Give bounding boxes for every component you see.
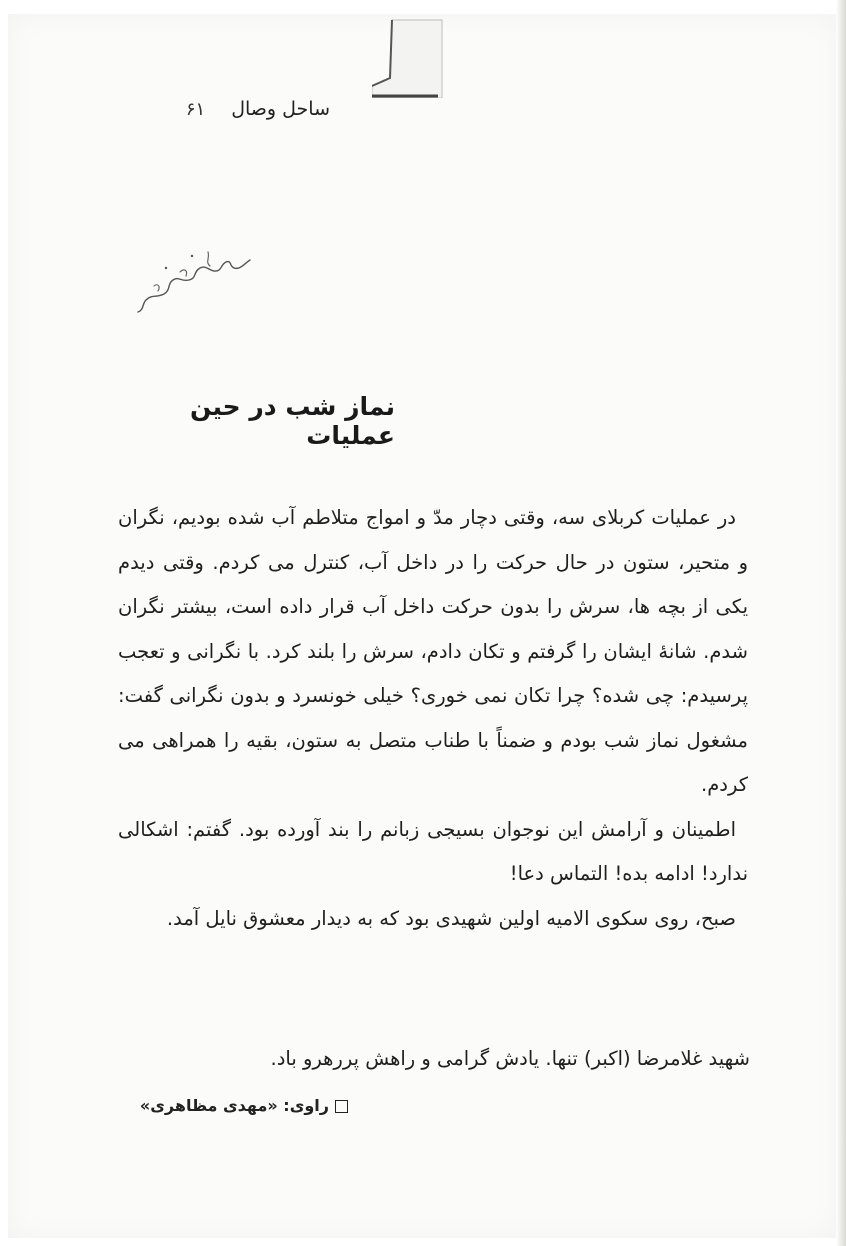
narrator-text: راوی: «مهدی مظاهری» [139, 1096, 329, 1115]
page-number: ۶۱ [185, 98, 206, 120]
running-header [130, 94, 330, 124]
chapter-title: نماز شب در حین عملیات [189, 392, 395, 450]
narrator-credit [118, 1096, 348, 1115]
paragraph: در عملیات کربلای سه، وقتی دچار مدّ و امواج متلاطم آب شده بودیم، نگران و متحیر، ستون در حال حرکت را در داخل آب، کنترل می کردم. وقتی دیدم یکی از بچه ها، سرش را بدون حرکت داخل آب قرار داده است، بیشتر نگران شدم. شانهٔ ایشان را گرفتم و تکان دادم، سرش را بلند کرد. با نگرانی و تعجب پرسیدم: چی شده؟ چرا تکان نمی خوری؟ خیلی خونسرد و بدون نگرانی گفت: مشغول نماز شب بودم و ضمناً با طناب متصل به ستون، بقیه را همراهی می کردم. [118, 506, 748, 796]
square-bullet-icon [335, 1100, 348, 1113]
paragraph: اطمینان و آرامش این نوجوان بسیجی زبانم را بند آورده بود. گفتم: اشکالی ندارد! ادامه بده! التماس دعا! [118, 817, 748, 885]
page-edge-shadow [836, 0, 846, 1246]
paragraph: صبح، روی سکوی الامیه اولین شهیدی بود که به دیدار معشوق نایل آمد. [166, 906, 736, 930]
book-title: ساحل وصال [231, 98, 330, 120]
closing-line: شهید غلامرضا (اکبر) تنها. یادش گرامی و راهش پررهرو باد. [270, 1047, 750, 1070]
body-text [118, 496, 748, 941]
page-tab-mark [372, 18, 444, 98]
handwritten-signature [120, 238, 260, 318]
